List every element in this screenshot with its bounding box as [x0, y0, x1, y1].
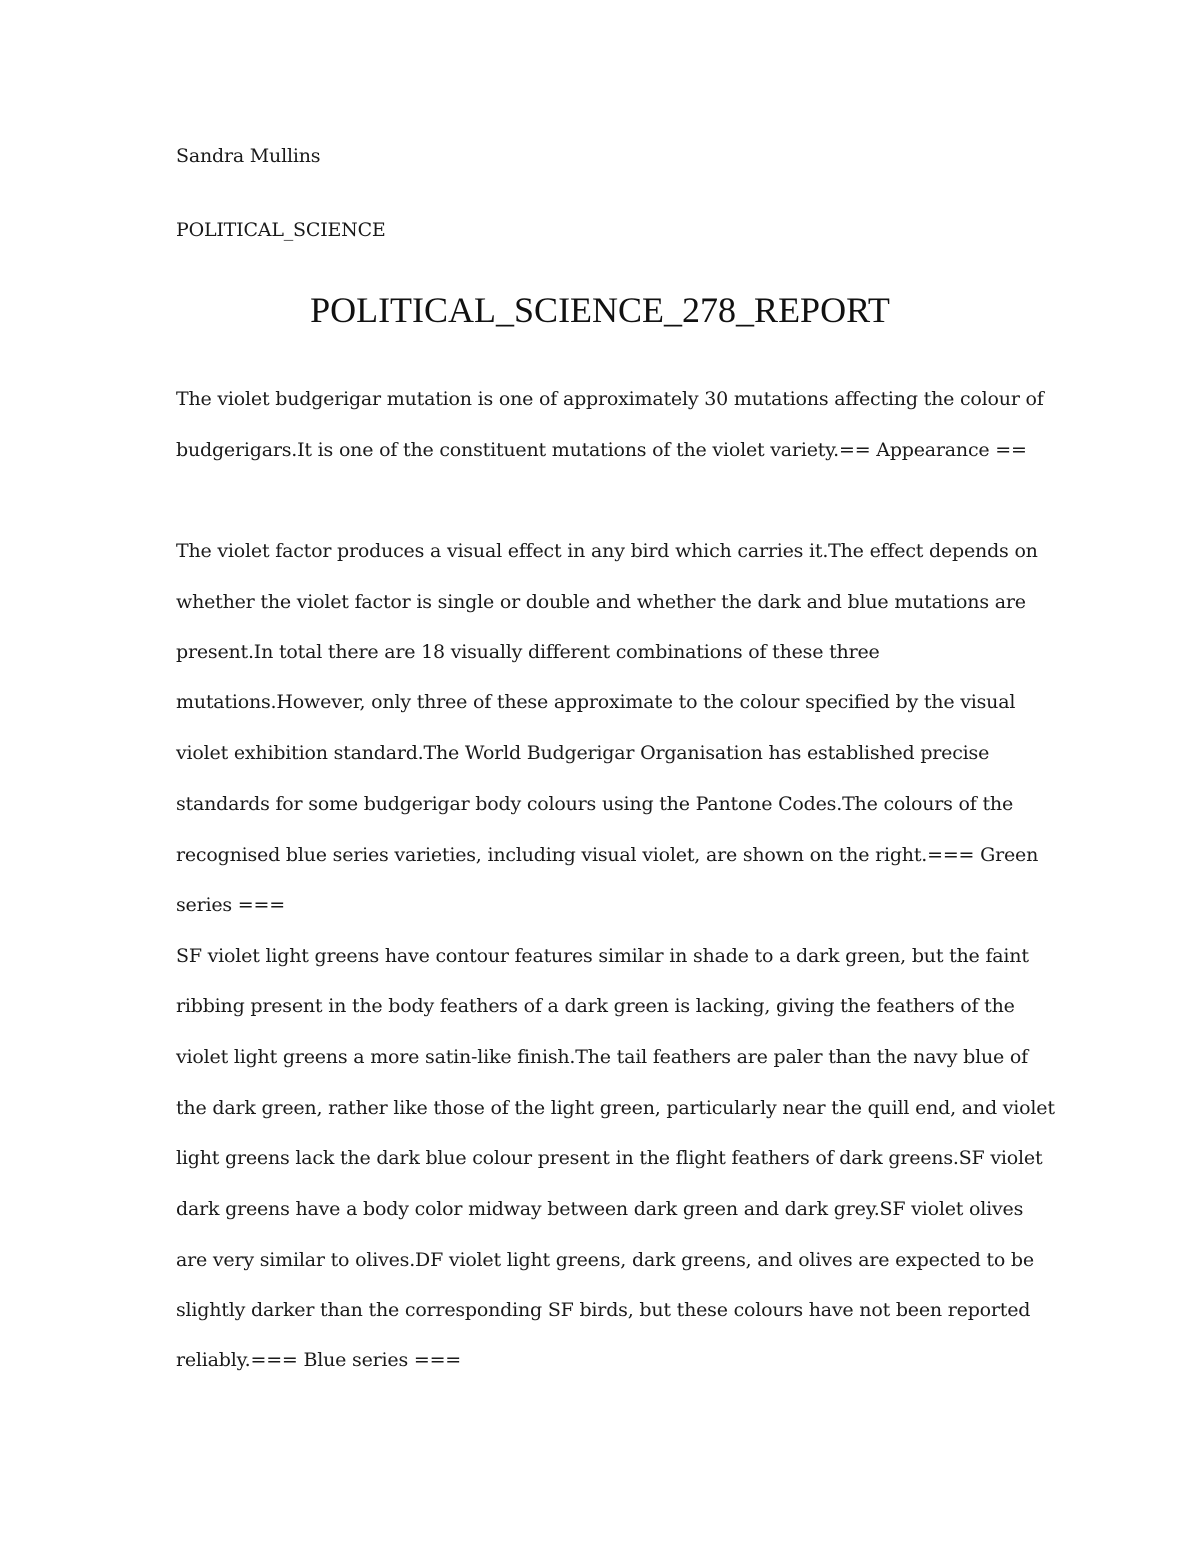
body-line: budgerigars.It is one of the constituent mutations of the violet variety.== Appearance == — [176, 439, 1027, 461]
body-line: standards for some budgerigar body colours using the Pantone Codes.The colours of the — [176, 793, 1013, 815]
body-line: recognised blue series varieties, including visual violet, are shown on the right.=== Green — [176, 844, 1039, 866]
body-line: The violet factor produces a visual effect in any bird which carries it.The effect depends on — [176, 540, 1038, 562]
course-name: POLITICAL_SCIENCE — [176, 219, 386, 241]
body-line: mutations.However, only three of these approximate to the colour specified by the visual — [176, 691, 1016, 713]
body-line: series === — [176, 894, 285, 916]
body-line: whether the violet factor is single or double and whether the dark and blue mutations are — [176, 591, 1026, 613]
body-line: light greens lack the dark blue colour present in the flight feathers of dark greens.SF violet — [176, 1147, 1043, 1169]
body-line: ribbing present in the body feathers of a dark green is lacking, giving the feathers of the — [176, 995, 1015, 1017]
body-line: The violet budgerigar mutation is one of approximately 30 mutations affecting the colour of — [176, 388, 1044, 410]
body-line: violet exhibition standard.The World Budgerigar Organisation has established precise — [176, 742, 990, 764]
body-line: present.In total there are 18 visually different combinations of these three — [176, 641, 880, 663]
body-line: the dark green, rather like those of the light green, particularly near the quill end, and violet — [176, 1097, 1055, 1119]
report-title: POLITICAL_SCIENCE_278_REPORT — [310, 290, 890, 330]
author-name: Sandra Mullins — [176, 145, 321, 167]
body-line: dark greens have a body color midway between dark green and dark grey.SF violet olives — [176, 1198, 1024, 1220]
body-line: reliably.=== Blue series === — [176, 1349, 462, 1371]
body-line: violet light greens a more satin-like finish.The tail feathers are paler than the navy blue of — [176, 1046, 1028, 1068]
body-line: SF violet light greens have contour features similar in shade to a dark green, but the faint — [176, 945, 1029, 967]
body-line: slightly darker than the corresponding SF birds, but these colours have not been reported — [176, 1299, 1031, 1321]
body-line: are very similar to olives.DF violet light greens, dark greens, and olives are expected to be — [176, 1249, 1034, 1271]
